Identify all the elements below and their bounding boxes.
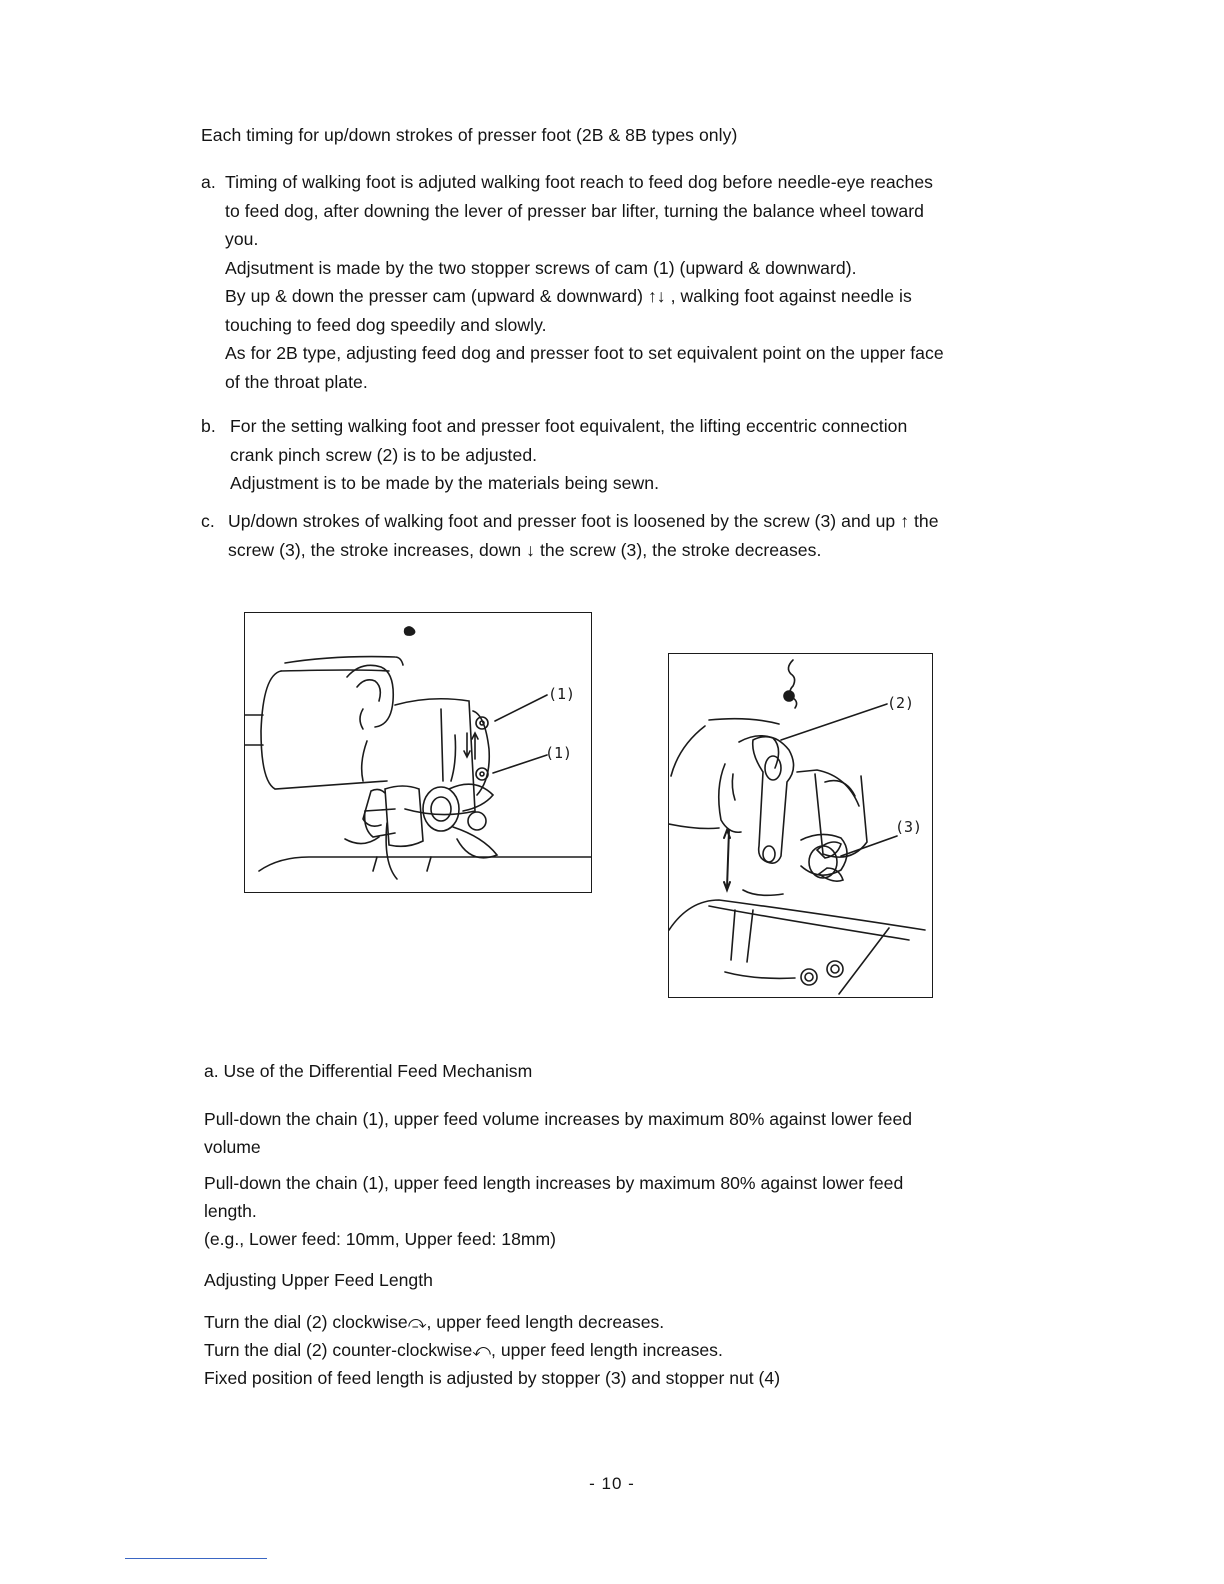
item-c-label: c.: [201, 511, 215, 531]
item-c-line: Up/down strokes of walking foot and presser foot is loosened by the screw (3) and up ↑ the: [228, 511, 939, 531]
callout-1-top: (1): [548, 685, 576, 703]
callout-1-bottom: (1): [545, 744, 573, 762]
section-heading: Each timing for up/down strokes of presser foot (2B & 8B types only): [201, 125, 738, 145]
paragraph-line: length.: [204, 1201, 257, 1221]
item-a-line: Timing of walking foot is adjuted walking foot reach to feed dog before needle-eye reaches: [225, 172, 934, 192]
item-b-label: b.: [201, 416, 216, 436]
adjusting-feed-subheading: Adjusting Upper Feed Length: [204, 1270, 433, 1290]
lifting-crank-illustration: [669, 654, 932, 997]
item-c-text: [228, 507, 939, 564]
paragraph-line: volume: [204, 1137, 261, 1157]
page-number: - 10 -: [589, 1474, 635, 1493]
item-b-line: For the setting walking foot and presser foot equivalent, the lifting eccentric connection: [230, 416, 908, 436]
item-a-line: you.: [225, 229, 259, 249]
item-c-line: screw (3), the stroke increases, down ↓ the screw (3), the stroke decreases.: [228, 539, 822, 560]
item-a-line: As for 2B type, adjusting feed dog and presser foot to set equivalent point on the upper face: [225, 343, 944, 363]
presser-cam-illustration: [245, 613, 591, 892]
callout-3: (3): [895, 818, 923, 836]
footer-rule: [125, 1558, 267, 1559]
item-b-line: Adjustment is to be made by the materials being sewn.: [230, 473, 660, 493]
paragraph-line: Pull-down the chain (1), upper feed volume increases by maximum 80% against lower feed: [204, 1109, 913, 1129]
item-b-text: [230, 412, 907, 498]
paragraph-line: Pull-down the chain (1), upper feed length increases by maximum 80% against lower feed: [204, 1173, 904, 1193]
item-a-line: touching to feed dog speedily and slowly.: [225, 314, 547, 335]
item-a-label: a.: [201, 172, 216, 192]
instruction-line: Fixed position of feed length is adjusted by stopper (3) and stopper nut (4): [204, 1368, 781, 1388]
instruction-line: Turn the dial (2) clockwise⤼, upper feed length decreases.: [204, 1312, 665, 1332]
paragraph-line: (e.g., Lower feed: 10mm, Upper feed: 18mm): [204, 1229, 557, 1249]
instruction-line: Turn the dial (2) counter-clockwise⤺, upper feed length increases.: [204, 1340, 723, 1360]
item-a-line: to feed dog, after downing the lever of presser bar lifter, turning the balance wheel toward: [225, 200, 924, 221]
item-a-line: of the throat plate.: [225, 371, 368, 392]
item-a-line: By up & down the presser cam (upward & downward) ↑↓ , walking foot against needle is: [225, 286, 912, 306]
item-b-line: crank pinch screw (2) is to be adjusted.: [230, 444, 538, 465]
item-a-text: [225, 168, 944, 396]
callout-2: (2): [887, 694, 915, 712]
figure-lifting-crank: [668, 653, 933, 998]
item-a-line: Adjsutment is made by the two stopper screws of cam (1) (upward & downward).: [225, 257, 857, 278]
figure-presser-cam: [244, 612, 592, 893]
differential-feed-title: a. Use of the Differential Feed Mechanism: [204, 1061, 533, 1081]
